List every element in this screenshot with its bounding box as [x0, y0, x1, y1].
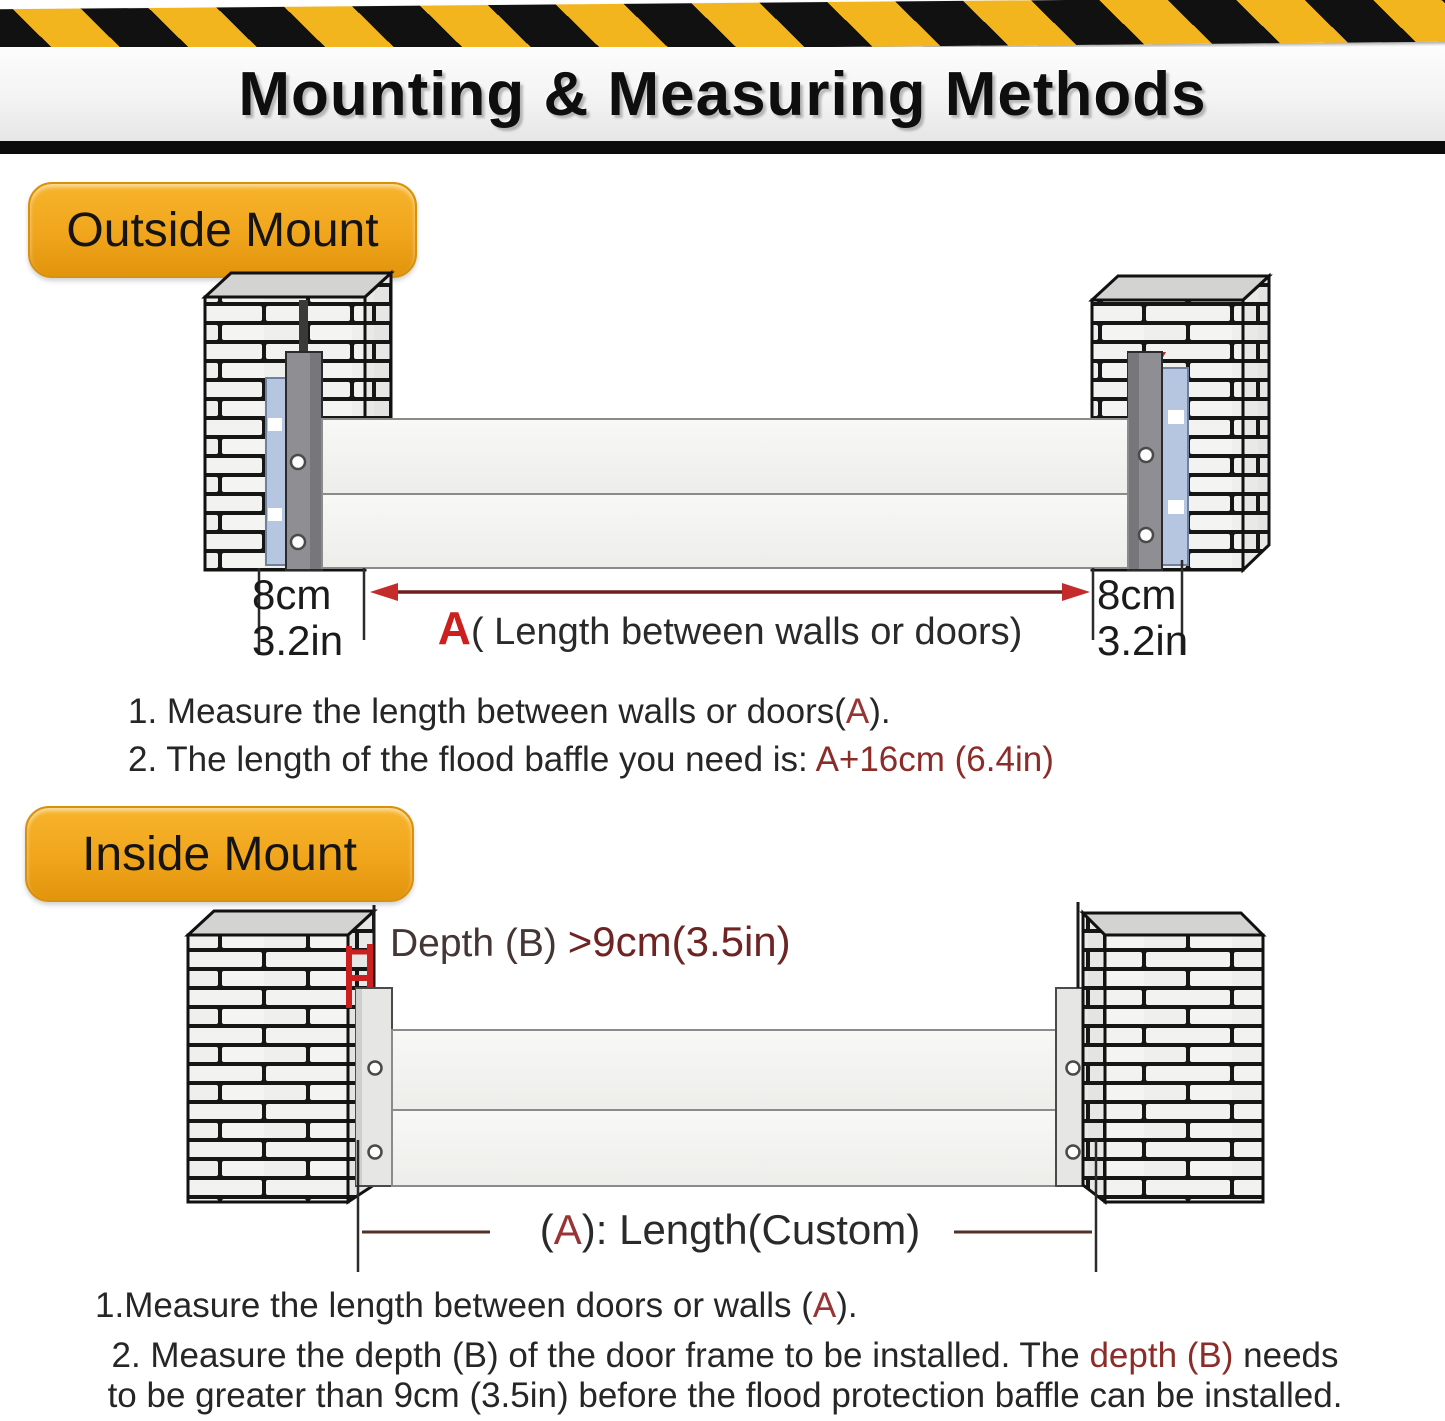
outside-step-2	[128, 740, 1054, 780]
dim-right-cm: 8cm	[1097, 571, 1177, 618]
outside-dim-left	[252, 572, 343, 664]
inside-step-1	[95, 1286, 858, 1326]
inside-step-2	[55, 1336, 1395, 1416]
depth-b-red: >9cm(3.5in)	[567, 918, 791, 965]
inside-right-pillar	[1083, 913, 1263, 1202]
length-custom-label	[360, 1206, 1100, 1254]
outside-dim-right	[1097, 572, 1188, 664]
inside-step1-text: 1.Measure the length between doors or walls (	[95, 1286, 813, 1325]
length-custom-post: ): Length(Custom)	[581, 1206, 921, 1253]
outside-step1-post: ).	[869, 692, 891, 731]
dim-right-in: 3.2in	[1097, 617, 1189, 664]
outside-step1-text: 1. Measure the length between walls or doors(	[128, 692, 846, 731]
depth-b-label	[390, 918, 791, 966]
screw-icon	[1067, 1146, 1080, 1159]
length-a-text: ( Length between walls or doors)	[470, 611, 1023, 653]
title-band	[0, 47, 1445, 141]
inside-step1-red: A	[812, 1286, 837, 1325]
inside-step2-post: needs	[1233, 1336, 1339, 1375]
screw-icon	[1139, 448, 1153, 462]
inside-step2-text: 2. Measure the depth (B) of the door frame to be installed. The	[111, 1336, 1090, 1375]
outside-mount-label-text: Outside Mount	[66, 203, 379, 257]
screw-icon	[369, 1146, 382, 1159]
outside-right-channel	[1128, 352, 1188, 570]
screw-icon	[369, 1062, 382, 1075]
screw-icon	[1139, 528, 1153, 542]
screw-icon	[291, 535, 305, 549]
outside-step2-red: A+16cm (6.4in)	[815, 740, 1054, 779]
inside-left-bracket	[356, 988, 392, 1186]
inside-step2-line2: to be greater than 9cm (3.5in) before the flood protection baffle can be installed.	[107, 1376, 1343, 1415]
length-arrow	[370, 583, 1090, 601]
dim-left-in: 3.2in	[252, 617, 344, 664]
page-title: Mounting & Measuring Methods	[238, 59, 1207, 129]
length-a-label	[360, 601, 1100, 655]
inside-flood-barrier	[392, 1030, 1056, 1186]
screw-icon	[1067, 1062, 1080, 1075]
length-a-letter: A	[437, 602, 471, 654]
screw-icon	[291, 455, 305, 469]
outside-flood-barrier	[322, 419, 1128, 568]
outside-step1-red: A	[845, 692, 870, 731]
inside-mount-label-text: Inside Mount	[82, 827, 357, 881]
depth-b-black: Depth (B)	[390, 922, 568, 965]
inside-mount-label	[25, 806, 414, 902]
inside-step2-red: depth (B)	[1089, 1336, 1234, 1375]
outside-step-1	[128, 692, 891, 732]
dim-left-cm: 8cm	[252, 571, 332, 618]
outside-mount-label	[28, 182, 417, 278]
length-custom-pre: (	[539, 1206, 554, 1253]
header-divider-bar	[0, 141, 1445, 154]
inside-step1-post: ).	[836, 1286, 858, 1325]
outside-step2-text: 2. The length of the flood baffle you need is:	[128, 740, 816, 779]
length-custom-red: A	[553, 1206, 582, 1253]
